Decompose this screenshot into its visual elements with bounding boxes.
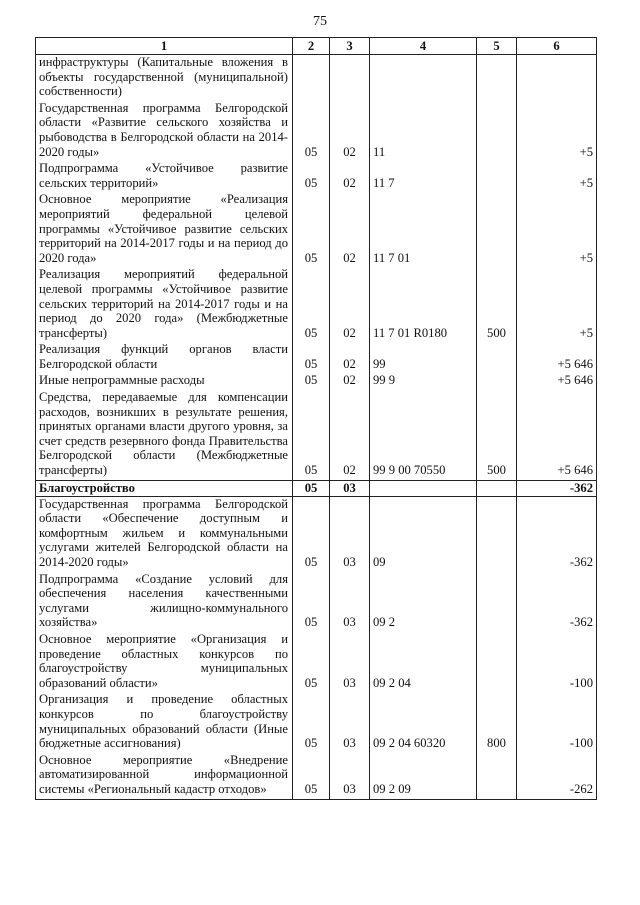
column-header: 2 xyxy=(293,38,330,55)
row-c2-value: 05 xyxy=(293,572,330,632)
row-c3-value: 03 xyxy=(330,692,370,752)
row-c3-value: 02 xyxy=(330,161,370,192)
row-c5-value xyxy=(477,480,517,496)
row-c6-value xyxy=(517,55,597,101)
row-c2-value: 05 xyxy=(293,753,330,799)
table-row xyxy=(36,267,597,342)
row-c4-value: 09 2 09 xyxy=(370,753,477,799)
row-c4-value: 99 xyxy=(370,342,477,373)
row-c2-value xyxy=(293,55,330,101)
row-name: Благоустройство xyxy=(36,480,293,496)
row-c2-value: 05 xyxy=(293,496,330,571)
row-c2-value: 05 xyxy=(293,692,330,752)
row-c4-value: 09 xyxy=(370,496,477,571)
row-c3-value xyxy=(330,55,370,101)
row-name: Средства, передаваемые для компенсации расходов, возникших в результате решения, принятых органами власти другого уровня, за счет средств резервного фонда Правительства Белгородской области (Межбюджетные трансферты) xyxy=(36,390,293,480)
row-c4-value: 11 7 xyxy=(370,161,477,192)
row-c2-value: 05 xyxy=(293,101,330,161)
column-header: 4 xyxy=(370,38,477,55)
table-row xyxy=(36,192,597,267)
row-c4-value: 99 9 xyxy=(370,373,477,390)
row-name: Организация и проведение областных конкурсов по благоустройству муниципальных образований области (Иные бюджетные ассигнования) xyxy=(36,692,293,752)
row-name: инфраструктуры (Капитальные вложения в объекты государственной (муниципальной) собственности) xyxy=(36,55,293,101)
row-c6-value: +5 646 xyxy=(517,390,597,480)
row-c2-value: 05 xyxy=(293,267,330,342)
page-number: 75 xyxy=(313,14,327,29)
row-name: Государственная программа Белгородской области «Обеспечение доступным и комфортным жильем и коммунальными услугами жителей Белгородской области на 2014-2020 годы» xyxy=(36,496,293,571)
row-c2-value: 05 xyxy=(293,342,330,373)
table-row xyxy=(36,342,597,373)
row-c5-value xyxy=(477,753,517,799)
table-row xyxy=(36,55,597,101)
row-c4-value xyxy=(370,55,477,101)
row-c6-value: -362 xyxy=(517,572,597,632)
table-row xyxy=(36,572,597,632)
header-row xyxy=(36,38,597,55)
row-c4-value: 09 2 04 xyxy=(370,632,477,692)
row-c3-value: 02 xyxy=(330,267,370,342)
row-c2-value: 05 xyxy=(293,390,330,480)
row-name: Реализация функций органов власти Белгородской области xyxy=(36,342,293,373)
row-c5-value: 500 xyxy=(477,267,517,342)
row-c6-value: +5 xyxy=(517,267,597,342)
row-c3-value: 03 xyxy=(330,632,370,692)
row-c4-value: 11 7 01 xyxy=(370,192,477,267)
row-c6-value: -100 xyxy=(517,632,597,692)
row-c5-value xyxy=(477,632,517,692)
row-c2-value: 05 xyxy=(293,192,330,267)
row-c2-value: 05 xyxy=(293,373,330,390)
row-c6-value: +5 xyxy=(517,101,597,161)
row-c3-value: 02 xyxy=(330,192,370,267)
table-row xyxy=(36,753,597,799)
table-row xyxy=(36,373,597,390)
row-c6-value: -362 xyxy=(517,496,597,571)
column-header: 3 xyxy=(330,38,370,55)
row-c3-value: 02 xyxy=(330,390,370,480)
column-header: 6 xyxy=(517,38,597,55)
row-name: Иные непрограммные расходы xyxy=(36,373,293,390)
row-c4-value xyxy=(370,480,477,496)
row-c4-value: 11 xyxy=(370,101,477,161)
row-c5-value xyxy=(477,101,517,161)
row-c3-value: 03 xyxy=(330,496,370,571)
row-c3-value: 02 xyxy=(330,373,370,390)
row-name: Основное мероприятие «Реализация мероприятий федеральной целевой программы «Устойчивое развитие сельских территорий на 2014-2017 годы и на период до 2020 года» xyxy=(36,192,293,267)
table-row xyxy=(36,632,597,692)
column-header: 1 xyxy=(36,38,293,55)
table-row xyxy=(36,496,597,571)
row-c3-value: 03 xyxy=(330,480,370,496)
column-header: 5 xyxy=(477,38,517,55)
row-name: Реализация мероприятий федеральной целевой программы «Устойчивое развитие сельских территорий на 2014-2017 годы и на период до 2020 года» (Межбюджетные трансферты) xyxy=(36,267,293,342)
row-name: Подпрограмма «Создание условий для обеспечения населения качественными услугами жилищно-коммунального хозяйства» xyxy=(36,572,293,632)
row-c5-value xyxy=(477,55,517,101)
row-c4-value: 09 2 04 60320 xyxy=(370,692,477,752)
row-c5-value xyxy=(477,496,517,571)
row-c5-value xyxy=(477,161,517,192)
row-c3-value: 03 xyxy=(330,753,370,799)
row-name: Основное мероприятие «Организация и проведение областных конкурсов по благоустройству муниципальных образований области» xyxy=(36,632,293,692)
row-name: Основное мероприятие «Внедрение автоматизированной информационной системы «Региональный кадастр отходов» xyxy=(36,753,293,799)
budget-table xyxy=(35,37,597,800)
row-c6-value: +5 646 xyxy=(517,342,597,373)
row-c6-value: -362 xyxy=(517,480,597,496)
row-c4-value: 99 9 00 70550 xyxy=(370,390,477,480)
row-c2-value: 05 xyxy=(293,480,330,496)
row-c3-value: 02 xyxy=(330,342,370,373)
row-c4-value: 11 7 01 R0180 xyxy=(370,267,477,342)
row-c6-value: +5 646 xyxy=(517,373,597,390)
row-name: Подпрограмма «Устойчивое развитие сельских территорий» xyxy=(36,161,293,192)
row-c5-value: 500 xyxy=(477,390,517,480)
row-name: Государственная программа Белгородской области «Развитие сельского хозяйства и рыбоводства в Белгородской области на 2014-2020 годы» xyxy=(36,101,293,161)
table-row xyxy=(36,101,597,161)
row-c6-value: +5 xyxy=(517,161,597,192)
row-c5-value: 800 xyxy=(477,692,517,752)
row-c2-value: 05 xyxy=(293,632,330,692)
row-c5-value xyxy=(477,572,517,632)
table-row xyxy=(36,161,597,192)
row-c6-value: -262 xyxy=(517,753,597,799)
row-c5-value xyxy=(477,192,517,267)
row-c4-value: 09 2 xyxy=(370,572,477,632)
row-c3-value: 03 xyxy=(330,572,370,632)
row-c6-value: -100 xyxy=(517,692,597,752)
row-c5-value xyxy=(477,373,517,390)
table-row xyxy=(36,692,597,752)
table-body xyxy=(36,55,597,800)
row-c2-value: 05 xyxy=(293,161,330,192)
section-row xyxy=(36,480,597,496)
row-c5-value xyxy=(477,342,517,373)
row-c3-value: 02 xyxy=(330,101,370,161)
table-row xyxy=(36,390,597,480)
row-c6-value: +5 xyxy=(517,192,597,267)
